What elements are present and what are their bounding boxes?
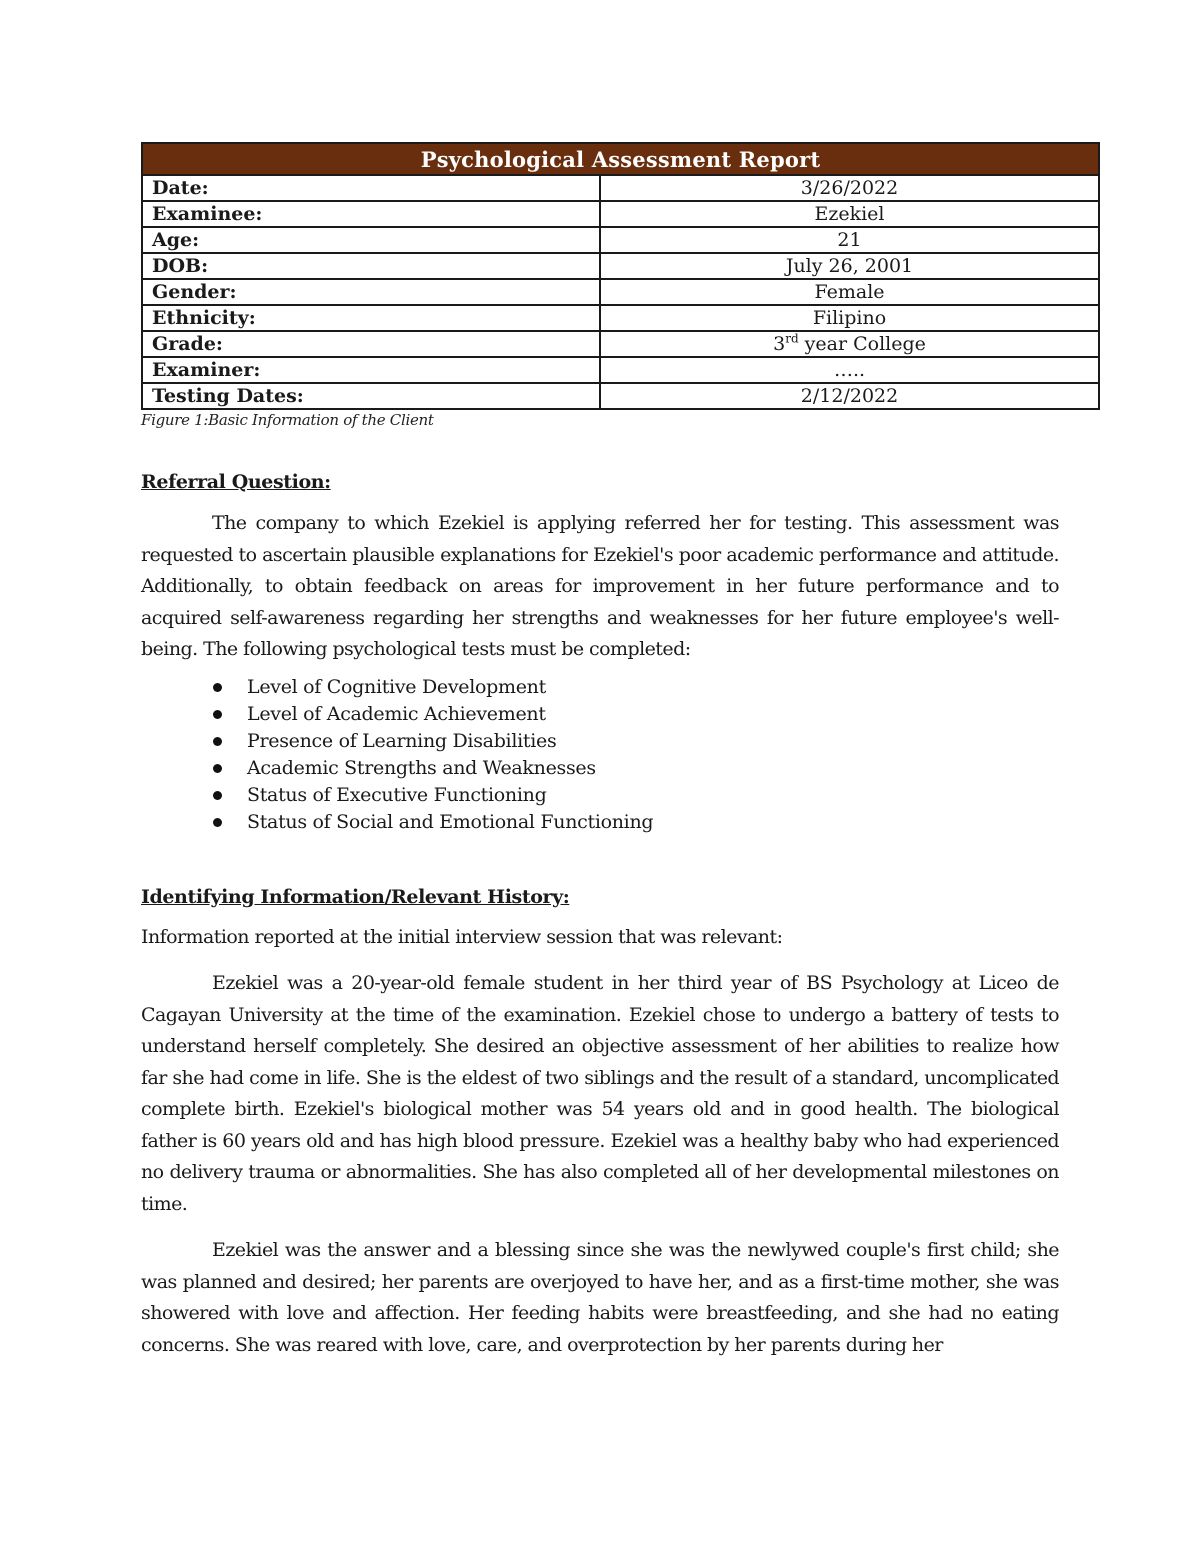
row-value-examiner: ….. [600, 357, 1099, 383]
list-item [141, 701, 1059, 728]
table-row [142, 175, 1099, 201]
row-label-date: Date: [142, 175, 600, 201]
table-row [142, 383, 1099, 409]
row-label-dob: DOB: [142, 253, 600, 279]
list-item [141, 755, 1059, 782]
history-paragraph-2: Ezekiel was the answer and a blessing since she was the newlywed couple's first child; she was planned and desired; her parents are overjoyed to have her, and as a first-time mother, she was showered with love and affection. Her feeding habits were breastfeeding, and she had no eating concerns. She was reared with love, care, and overprotection by her parents during her [141, 1239, 1059, 1356]
test-label: Level of Academic Achievement [247, 702, 546, 725]
table-row [142, 227, 1099, 253]
history-paragraph-1: Ezekiel was a 20-year-old female student in her third year of BS Psychology at Liceo de Cagayan University at the time of the examination. Ezekiel chose to undergo a battery of tests to understand herself completely. She desired an objective assessment of her abilities to realize how far she had come in life. She is the eldest of two siblings and the result of a standard, uncomplicated complete birth. Ezekiel's biological mother was 54 years old and in good health. The biological father is 60 years old and has high blood pressure. Ezekiel was a healthy baby who had experienced no delivery trauma or abnormalities. She has also completed all of her developmental milestones on time. [141, 972, 1059, 1215]
grade-ordinal-suffix: rd [785, 331, 799, 346]
test-label: Presence of Learning Disabilities [247, 729, 557, 752]
row-value-age: 21 [600, 227, 1099, 253]
table-row [142, 279, 1099, 305]
row-value-dob: July 26, 2001 [600, 253, 1099, 279]
table-row [142, 305, 1099, 331]
grade-number: 3 [773, 333, 786, 355]
row-value-testing-dates: 2/12/2022 [600, 383, 1099, 409]
bullet-icon [213, 683, 222, 692]
history-intro: Information reported at the initial interview session that was relevant: [141, 925, 783, 948]
grade-text: year College [798, 333, 926, 355]
document-page [141, 142, 1059, 1361]
bullet-icon [213, 764, 222, 773]
list-item [141, 809, 1059, 836]
row-label-ethnicity: Ethnicity: [142, 305, 600, 331]
table-row [142, 357, 1099, 383]
test-label: Status of Social and Emotional Functioning [247, 810, 654, 833]
list-item [141, 782, 1059, 809]
row-value-date: 3/26/2022 [600, 175, 1099, 201]
report-title: Psychological Assessment Report [142, 143, 1099, 175]
figure-caption: Figure 1:Basic Information of the Client [141, 411, 434, 429]
row-label-testing-dates: Testing Dates: [142, 383, 600, 409]
row-label-age: Age: [142, 227, 600, 253]
list-item [141, 728, 1059, 755]
history-heading: Identifying Information/Relevant History: [141, 885, 570, 908]
list-item [141, 674, 1059, 701]
row-label-examinee: Examinee: [142, 201, 600, 227]
bullet-icon [213, 818, 222, 827]
basic-info-table [141, 142, 1100, 410]
bullet-icon [213, 710, 222, 719]
bullet-icon [213, 737, 222, 746]
row-value-ethnicity: Filipino [600, 305, 1099, 331]
test-label: Level of Cognitive Development [247, 675, 546, 698]
row-label-gender: Gender: [142, 279, 600, 305]
referral-paragraph: The company to which Ezekiel is applying referred her for testing. This assessment was requested to ascertain plausible explanations for Ezekiel's poor academic performance and attitude. Additionally, to obtain feedback on areas for improvement in her future performance and to acquired self-awareness regarding her strengths and weaknesses for her future employee's well-being. The following psychological tests must be completed: [141, 512, 1059, 660]
bullet-icon [213, 791, 222, 800]
table-row [142, 253, 1099, 279]
test-label: Status of Executive Functioning [247, 783, 547, 806]
row-value-gender: Female [600, 279, 1099, 305]
row-value-examinee: Ezekiel [600, 201, 1099, 227]
row-label-grade: Grade: [142, 331, 600, 357]
row-value-grade [600, 331, 1099, 357]
table-row [142, 201, 1099, 227]
test-label: Academic Strengths and Weaknesses [247, 756, 596, 779]
table-row [142, 331, 1099, 357]
referral-question-heading: Referral Question: [141, 471, 331, 493]
row-label-examiner: Examiner: [142, 357, 600, 383]
tests-list [141, 674, 1059, 836]
